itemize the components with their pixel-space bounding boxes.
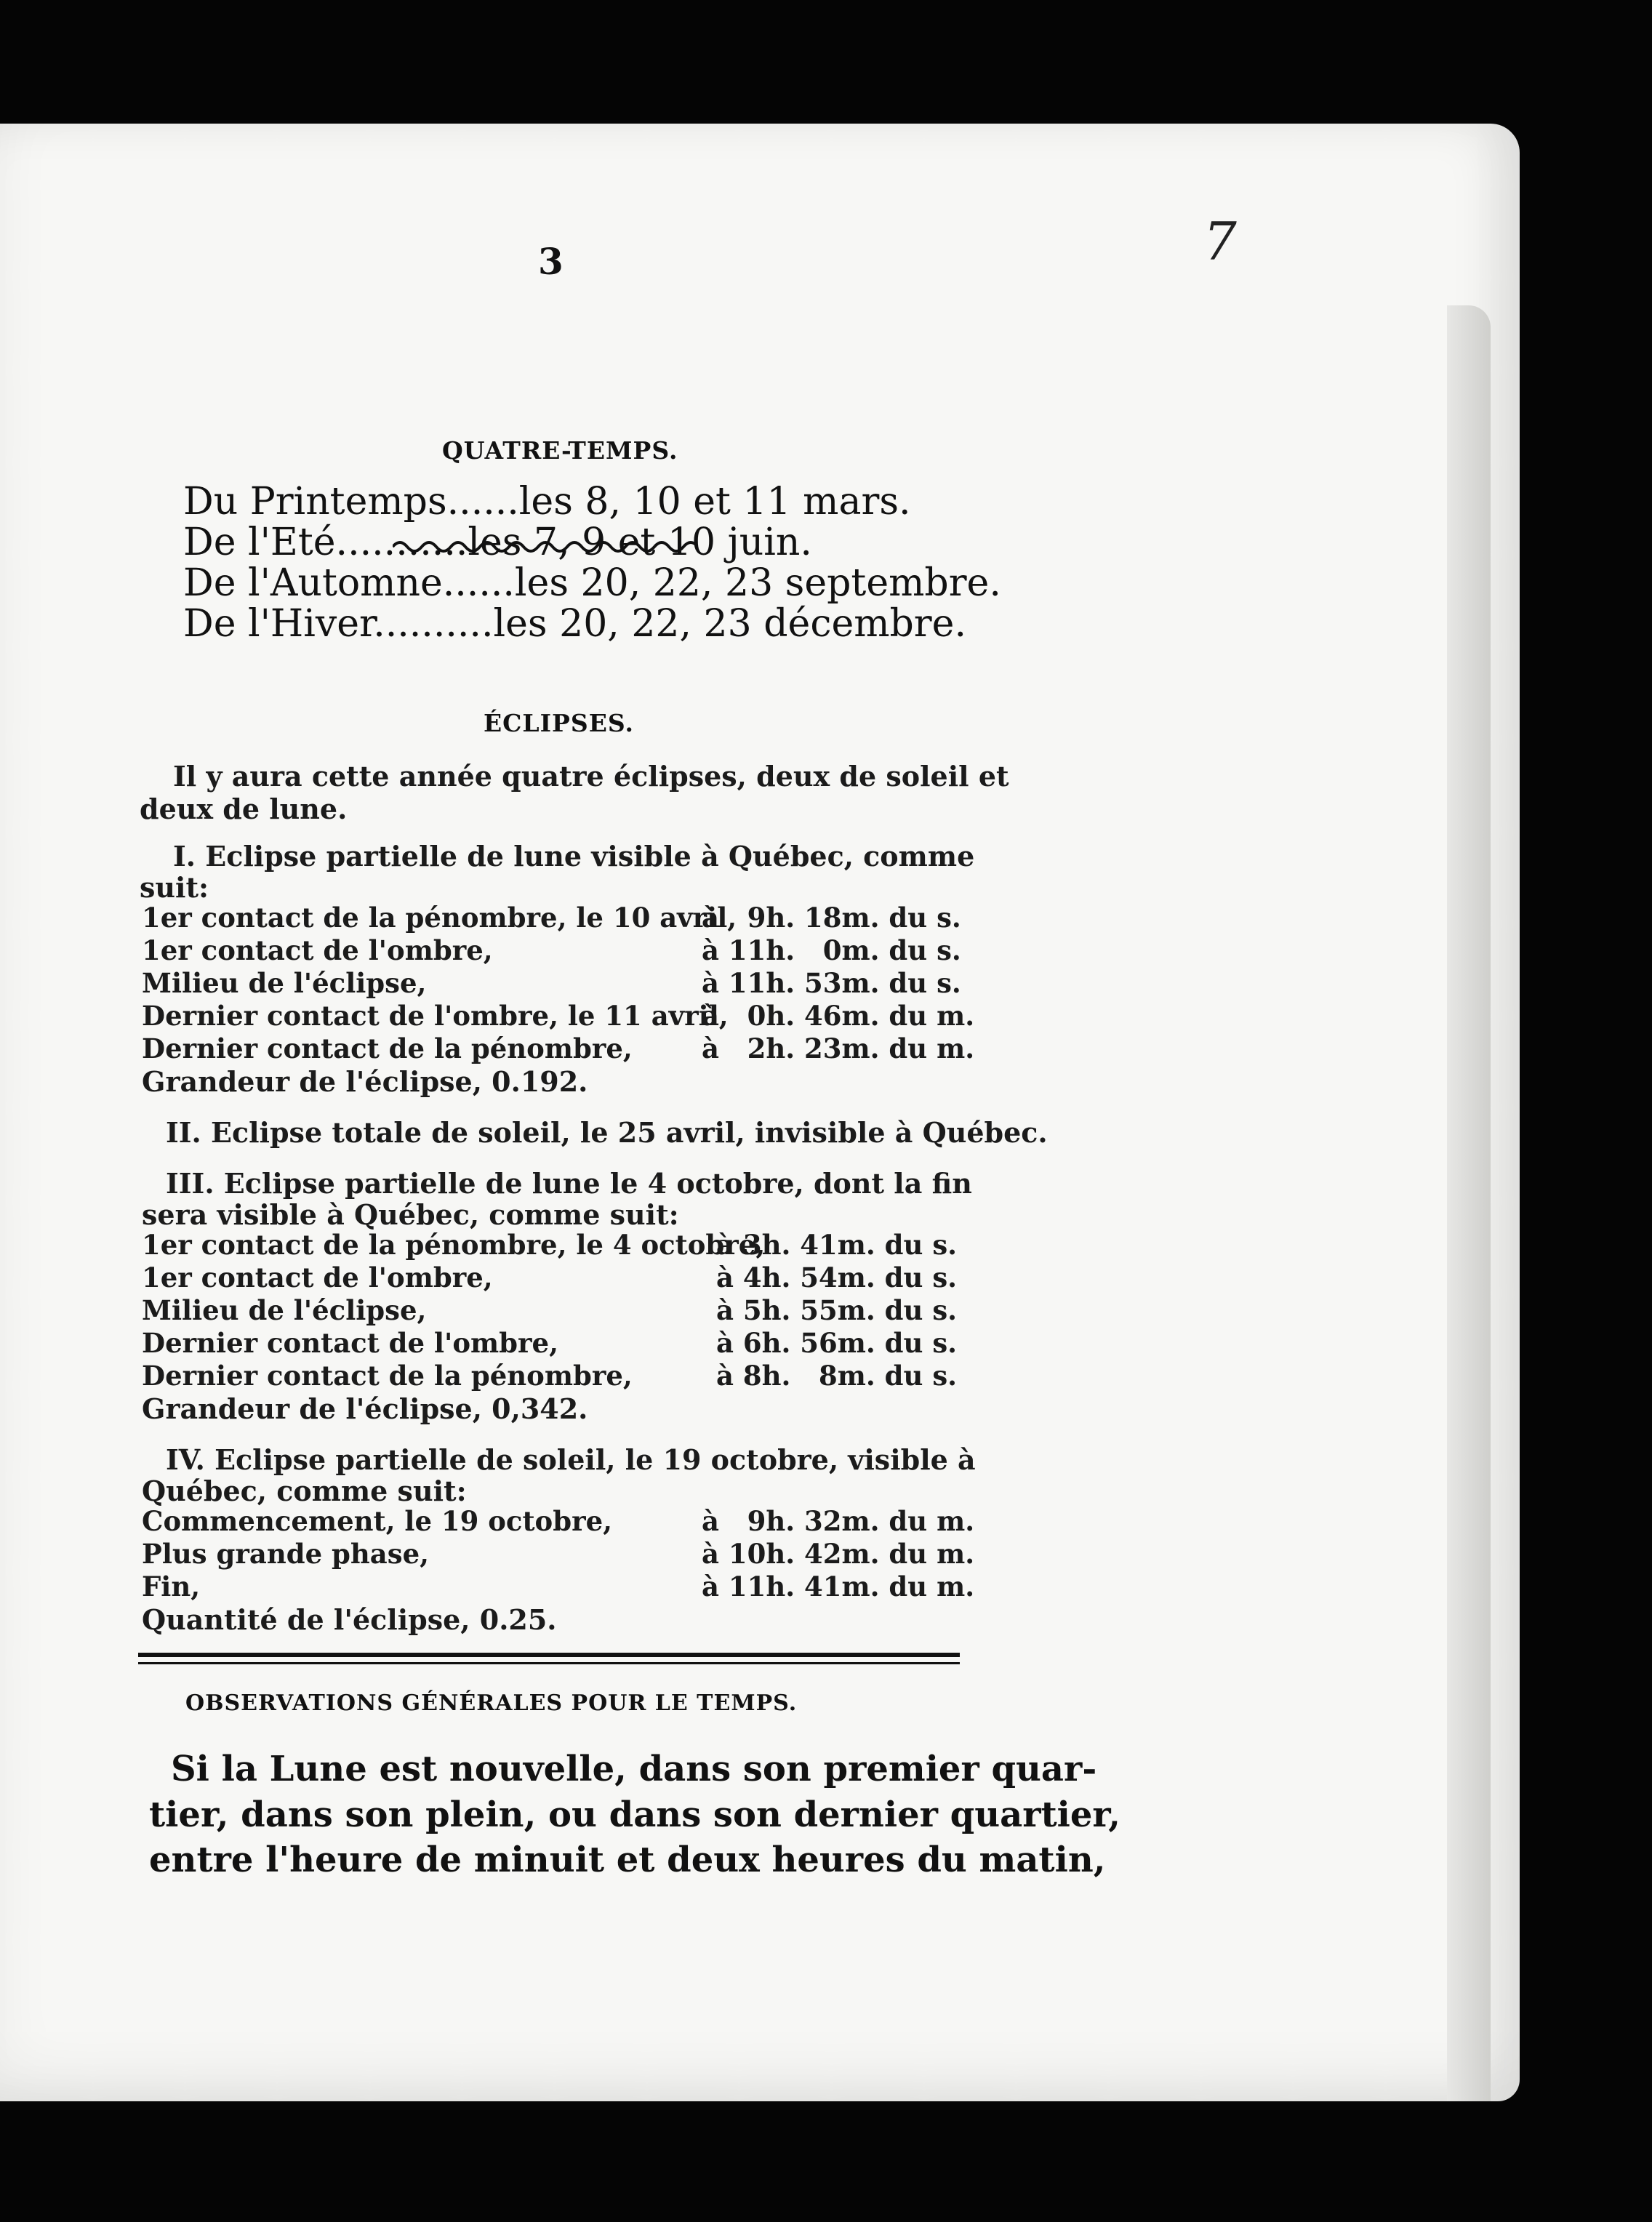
quatre-temps-line: De l'Hiver..........les 20, 22, 23 décembre.: [183, 602, 966, 646]
handwritten-mark: 7: [1203, 211, 1237, 272]
row-label: 1er contact de l'ombre,: [142, 934, 493, 966]
row-label: Milieu de l'éclipse,: [142, 1294, 427, 1326]
eclipses-intro-line: Il y aura cette année quatre éclipses, deux de soleil et: [173, 760, 1009, 793]
row-label: Fin,: [142, 1571, 201, 1603]
eclipse-3-title: sera visible à Québec, comme suit:: [142, 1198, 679, 1231]
eclipse-1-title: suit:: [140, 871, 209, 904]
quatre-temps-line: Du Printemps......les 8, 10 et 11 mars.: [183, 480, 911, 524]
row-value: à 0h. 46m. du m.: [702, 1000, 975, 1032]
eclipse-4-quantite: Quantité de l'éclipse, 0.25.: [142, 1603, 557, 1636]
row-label: 1er contact de la pénombre, le 4 octobre,: [142, 1229, 766, 1261]
ornamental-squiggle: [393, 538, 698, 556]
page-edge: [1447, 305, 1491, 2101]
row-value: à 9h. 18m. du s.: [702, 902, 961, 934]
row-value: à 11h. 53m. du s.: [702, 967, 961, 999]
eclipses-intro-line: deux de lune.: [140, 793, 348, 825]
row-label: Dernier contact de l'ombre,: [142, 1327, 558, 1359]
observations-line: Si la Lune est nouvelle, dans son premier quar-: [171, 1749, 1097, 1789]
row-value: à 11h. 0m. du s.: [702, 934, 961, 966]
row-label: 1er contact de l'ombre,: [142, 1262, 493, 1294]
row-label: Dernier contact de l'ombre, le 11 avril,: [142, 1000, 729, 1032]
row-label: 1er contact de la pénombre, le 10 avril,: [142, 902, 737, 934]
eclipse-3-grandeur: Grandeur de l'éclipse, 0,342.: [142, 1392, 588, 1425]
row-label: Commencement, le 19 octobre,: [142, 1505, 612, 1537]
row-value: à 11h. 41m. du m.: [702, 1571, 975, 1603]
row-label: Dernier contact de la pénombre,: [142, 1360, 633, 1392]
eclipses-heading: ÉCLIPSES.: [484, 709, 634, 737]
row-value: à 4h. 54m. du s.: [716, 1262, 958, 1294]
row-label: Milieu de l'éclipse,: [142, 967, 427, 999]
row-value: à 3h. 41m. du s.: [716, 1229, 958, 1261]
row-value: à 5h. 55m. du s.: [716, 1294, 958, 1326]
eclipse-3-title: III. Eclipse partielle de lune le 4 octobre, dont la fin: [166, 1167, 972, 1200]
double-rule-bottom: [138, 1662, 960, 1664]
eclipse-1-title: I. Eclipse partielle de lune visible à Québec, comme: [173, 840, 975, 873]
observations-heading: OBSERVATIONS GÉNÉRALES POUR LE TEMPS.: [185, 1690, 798, 1716]
row-value: à 2h. 23m. du m.: [702, 1032, 975, 1064]
row-label: Dernier contact de la pénombre,: [142, 1032, 633, 1064]
double-rule-top: [138, 1653, 960, 1657]
row-value: à 9h. 32m. du m.: [702, 1505, 975, 1537]
eclipse-4-title: Québec, comme suit:: [142, 1475, 467, 1507]
quatre-temps-line: De l'Eté...........les 7, 9 et 10 juin.: [183, 521, 812, 564]
row-value: à 6h. 56m. du s.: [716, 1327, 958, 1359]
observations-line: entre l'heure de minuit et deux heures du matin,: [149, 1840, 1106, 1880]
eclipse-1-grandeur: Grandeur de l'éclipse, 0.192.: [142, 1065, 588, 1098]
quatre-temps-heading: QUATRE-TEMPS.: [442, 436, 678, 465]
row-value: à 8h. 8m. du s.: [716, 1360, 958, 1392]
row-value: à 10h. 42m. du m.: [702, 1538, 975, 1570]
observations-line: tier, dans son plein, ou dans son dernier quartier,: [149, 1794, 1120, 1835]
eclipse-2-line: II. Eclipse totale de soleil, le 25 avril, invisible à Québec.: [166, 1116, 1048, 1149]
quatre-temps-line: De l'Automne......les 20, 22, 23 septembre.: [183, 561, 1001, 605]
page-number: 3: [538, 240, 564, 283]
row-label: Plus grande phase,: [142, 1538, 430, 1570]
eclipse-4-title: IV. Eclipse partielle de soleil, le 19 octobre, visible à: [166, 1443, 976, 1476]
